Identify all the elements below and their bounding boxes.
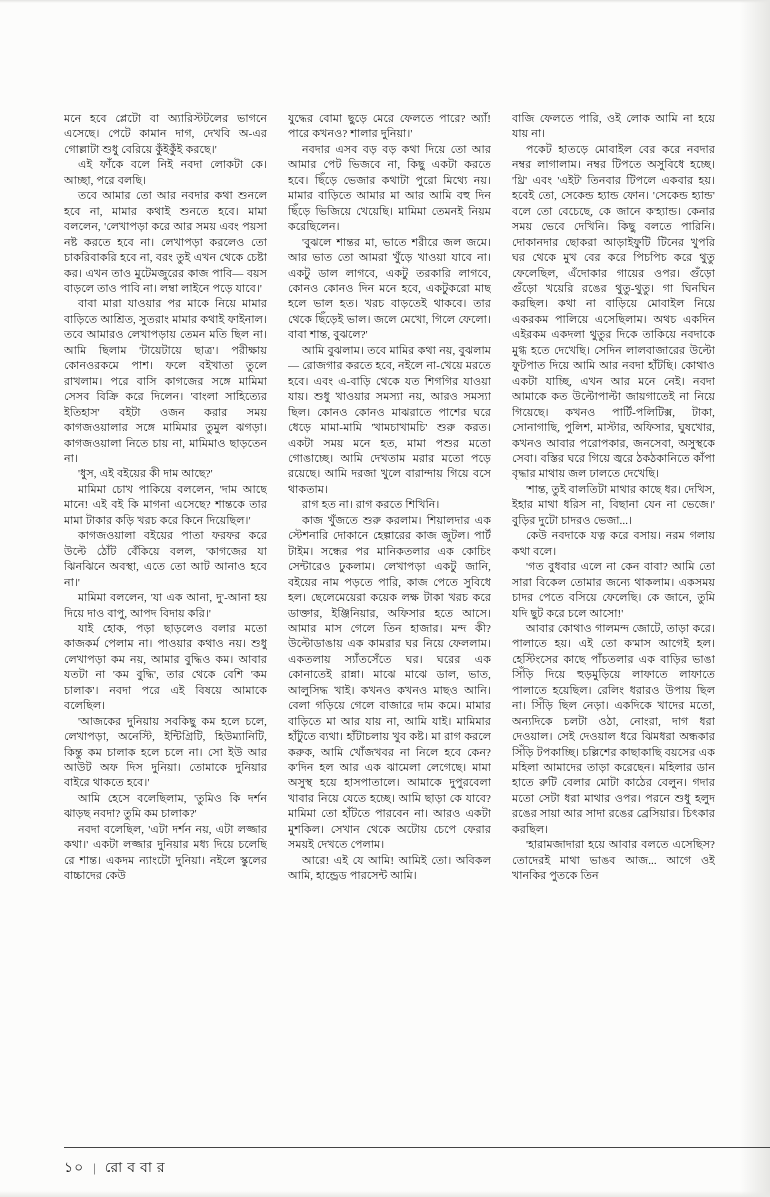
paragraph: বাবা মারা যাওয়ার পর মাকে নিয়ে মামার বাড়িতে আশ্রিত, সুতরাং মামার কথাই ফাইনাল। তবে আমারও লেখাপড়ায় তেমন মতি ছিল না। আমি ছিলাম 'টায়েটায়ে ছাত্র'। পরীক্ষায় কোনওরকমে পাশ। ফলে বইখাতা তুলে রাখলাম। পরে বাসি কাগজের সঙ্গে মামিমা সেসব বিক্রি করে দিলেন। 'বাংলা সাহিত্যের ইতিহাস' বইটা ওজন করার সময় কাগজওয়ালার সঙ্গে মামিমার তুমুল ঝগড়া। কাগজওয়ালা নিতে চায় না, মামিমাও ছাড়তেন না।: [64, 298, 267, 465]
paragraph: 'শান্ত, তুই বালতিটা মাথার কাছে ধর। দেখিস, ইহার মাথা ধরিস না, বিছানা যেন না ভেজে।' বুড়ির দুটো চাদরও ভেজা...।: [512, 483, 715, 527]
paragraph: কেউ নবদাকে যত্ন করে বসায়। নরম গলায় কথা বলে।: [512, 530, 715, 558]
paragraph: যাই হোক, পড়া ছাড়লেও বলার মতো কাজকর্ম পেলাম না। পাওয়ার কথাও নয়। শুধু লেখাপড়া কম নয়, আমার বুদ্ধিও কম। আবার যতটা না 'কম বুদ্ধি', তার থেকে বেশি 'কম চালাক'। নবদা পরে এই বিষয়ে আমাকে বলেছিল।: [64, 622, 267, 713]
footer-line: [64, 1156, 770, 1180]
paragraph: মামিমা চোখ পাকিয়ে বললেন, 'দাম আছে মানে! এই বই কি মাগনা এসেছে? শান্তকে তার মামা টাকার কড়ি খরচ করে কিনে দিয়েছিল।': [64, 483, 267, 527]
paragraph: 'ধুস, এই বইয়ের কী দাম আছে?': [78, 468, 213, 481]
paragraph: যুদ্ধের বোমা ছুড়ে মেরে ফেলতে পারে? অ্যাঁ! পারে কখনও? শালার দুনিয়া।': [288, 113, 491, 141]
paragraph: নবদার এসব বড় বড় কথা দিয়ে তো আর আমার পেট ভিজবে না, কিছু একটা করতে হবে। ছিঁড়ে ভেজার কথাটা পুরো মিথ্যে নয়। মামার বাড়িতে আমার মা আর আমি বহু দিন ছিঁড়ে ভিজিয়ে খেয়েছি। মামিমা তেমনই নিয়ম করেছিলেন।: [288, 143, 491, 234]
paragraph: মনে হবে প্লেটো বা অ্যারিস্টটলের ভাগনে এসেছে। পেটে কামান দাগ, দেখবি অ-এর গোল্লাটা শুধু বেরিয়ে কুঁইকুঁই করছে।': [64, 113, 267, 156]
paragraph: এই ফাঁকে বলে নিই নবদা লোকটা কে। আচ্ছা, পরে বলছি।: [64, 159, 267, 187]
footer-rule: [64, 1147, 770, 1148]
paragraph: আরে! এই যে আমি! আমিই তো। অবিকল আমি, হান্ড্রেড পারসেন্ট আমি।: [288, 854, 491, 883]
paragraph: আমি বুঝলাম। তবে মামির কথা নয়, বুঝলাম— রোজগার করতে হবে, নইলে না-খেয়ে মরতে হবে। এবং এ-বাড়ি থেকে যত শিগগির যাওয়া যায়। শুধু খাওয়ার সমস্যা নয়, আরও সমস্যা ছিল। কোনও কোনও মাঝরাতে পাশের ঘরে ধেড়ে মামা-মামি 'খামচাখামচি' শুরু করত। একটা সময় মনে হত, মামা পশুর মতো গোঙাচ্ছে। আমি দেখতাম মরার মতো পড়ে রয়েছে। আমি দরজা খুলে বারান্দায় গিয়ে বসে থাকতাম।: [288, 344, 491, 496]
paragraph: পকেট হাতড়ে মোবাইল বের করে নবদার নম্বর লাগালাম। নম্বর টিপতে অসুবিধে হচ্ছে। 'থ্রি' এবং 'এইট' তিনবার টিপলে একবার হয়। হবেই তো, সেকেন্ড হ্যান্ড ফোন। 'সেকেন্ড হ্যান্ড' বলে তো বেচেছে, কে জানে ক'হ্যান্ড। কেনার সময় ভেবে দেখিনি। কিছু বলতে পারিনি। দোকানদার ছোকরা আড়াইফুটি টিনের খুপরি ঘর থেকে মুখ বের করে পিচপিচ করে থুতু ফেলেছিল, এঁদোকার গায়ের ওপর। গুঁড়ো গুঁড়ো খয়েরি রঙের থুতু-থুতু। গা ঘিনঘিন করছিল। কথা না বাড়িয়ে মোবাইল নিয়ে একরকম পালিয়ে এসেছিলাম। অথচ একদিন এইরকম একদলা থুতুর দিকে তাকিয়ে নবদাকে মুগ্ধ হতে দেখেছি। সেদিন লালবাজারের উল্টো ফুটপাত দিয়ে আমি আর নবদা হাঁটছি। কোথাও একটা যাচ্ছি, এখন আর মনে নেই। নবদা আমাকে কত উল্টোপাল্টা জায়গাতেই না নিয়ে গিয়েছে। কখনও পার্টি-পলিটিক্স, টাকা, সোনাগাছি, পুলিশ, মাস্টার, অফিসার, ঘুষখোর, কখনও আবার পরোপকার, জনসেবা, অসুস্থকে সেবা। বস্তির ঘরে গিয়ে জ্বরে ঠকঠকানিতে কাঁপা বৃদ্ধার মাথায় জল ঢালতে দেখেছি।: [512, 143, 715, 481]
paragraph: কাগজওয়ালা বইয়ের পাতা ফরফর করে উল্টে ঠোঁট বেঁকিয়ে বলল, 'কাগজের যা ঝিনঝিনে অবস্থা, এতে তো আট আনাও হবে না।': [64, 530, 267, 589]
paragraph: বাজি ফেলতে পারি, ওই লোক আমি না হয়ে যায় না।: [512, 113, 715, 141]
page-top-edge: [0, 0, 770, 3]
page-bottom-edge: [0, 1191, 770, 1197]
paragraph: 'বুঝলে শান্তর মা, ভাতে শরীরে জল জমে। আর ভাত তো আমরা খুঁড়ে খাওয়া যাবে না। একটু ডাল লাগবে, একটু তরকারি লাগবে, কোনও কোনও দিন মনে হবে, একটুকরো মাছ হলে ভাল হত। খরচ বাড়তেই থাকবে। তার থেকে ছিঁড়েই ভাল। জলে মেখো, গিলে ফেলো। বাবা শান্ত, বুঝলে?': [288, 236, 491, 342]
paragraph: 'হারামজাদারা হয়ে আবার বলতে এসেছিস? তোদেরই মাথা ভাঙব আজ... আগে ওই খানকির পুতকে তিন: [512, 839, 715, 883]
paragraph: আমি হেসে বলেছিলাম, 'তুমিও কি দর্শন ঝাড়ছ নবদা? তুমি কম চালাক?': [64, 792, 267, 821]
text-column-3: [512, 112, 715, 1136]
text-column-1: [64, 112, 267, 1136]
text-columns: [64, 112, 716, 1136]
page-number: ১০: [64, 1161, 85, 1176]
paragraph: কাজ খুঁজতে শুরু করলাম। শিয়ালদার এক স্টেশনারি দোকানে হেল্পারের কাজ জুটল। পার্ট টাইম। সন্ধের পর মানিকতলার এক কোচিং সেন্টারেও ঢুকলাম। লেখাপড়া একটু জানি, বইয়ের নাম পড়তে পারি, কাজ পেতে সুবিধে হল। ছেলেমেয়েরা কয়েক লক্ষ টাকা খরচ করে ডাক্তার, ইঞ্জিনিয়ার, অফিসার হতে আসে। আমার মাস গেলে তিন হাজার। মন্দ কী? উল্টোডাঙায় এক কামরার ঘর নিয়ে ফেললাম। একতলায় স্যাঁতসেঁতে ঘর। ঘরের এক কোনাতেই রান্না। মাঝে মাঝে ডাল, ভাত, আলুসিদ্ধ খাই। কখনও কখনও মাছও আনি। বেলা গড়িয়ে গেলে বাজারে দাম কমে। মামার বাড়িতে মা আর যায় না, আমি যাই। মামিমার হাঁটুতে ব্যথা। হাঁটাচলায় খুব কষ্ট। মা রাগ করলে করুক, আমি খোঁজখবর না নিলে হবে কেন? ক'দিন হল আর এক ঝামেলা লেগেছে। মামা অসুস্থ হয়ে হাসপাতালে। আমাকে দুপুরবেলা খাবার নিয়ে যেতে হচ্ছে। আমি ছাড়া কে যাবে? মামিমা তো হাঁটতে পারবেন না। আরও একটা মুশকিল। সেখান থেকে অটোয় চেপে ফেরার সময়ই দেখতে পেলাম।: [288, 514, 491, 852]
paragraph: রাগ হত না। রাগ করতে শিখিনি।: [302, 499, 440, 512]
text-column-2: [288, 112, 491, 1136]
page-right-edge: [740, 0, 770, 1197]
footer-separator: |: [93, 1160, 96, 1175]
magazine-name: রোববার: [104, 1161, 170, 1176]
paragraph: তবে আমার তো আর নবদার কথা শুনলে হবে না, মামার কথাই শুনতে হবে। মামা বললেন, 'লেখাপড়া করে আর সময় এবং পয়সা নষ্ট করতে হবে না। লেখাপড়া করলেও তো চাকরিবাকরি হবে না, বরং তুই এখন থেকে চেষ্টা কর। এখন তাও মুটেমজুরের কাজ পাবি— বয়স বাড়লে তাও পাবি না। লম্বা লাইনে পড়ে যাবে।': [64, 190, 267, 295]
paragraph: আবার কোথাও গালমন্দ জোটে, তাড়া করে। পালাতে হয়। এই তো ক'মাস আগেই হল। হেস্টিংসের কাছে পাঁচতলার এক বাড়ির ভাঙা সিঁড়ি দিয়ে হুড়মুড়িয়ে লাফাতে লাফাতে পালাতে হয়েছিল। রেলিং ধরারও উপায় ছিল না। সিঁড়ি ছিল নেড়া। একদিকে খাদের মতো, অন্যদিকে চলটা ওঠা, নোংরা, দাগ ধরা দেওয়াল। সেই দেওয়াল ধরে ঝিমধরা অন্ধকার সিঁড়ি টপকাচ্ছি। চল্লিশের কাছাকাছি বয়সের এক মহিলা আমাদের তাড়া করেছেন। মহিলার ডান হাতে রুটি বেলার মোটা কাঠের বেলুন। গদার মতো সেটা ধরা মাথার ওপর। পরনে শুধু হলুদ রঙের সায়া আর সাদা রঙের ব্রেসিয়ার। চিৎকার করছিল।: [512, 622, 715, 836]
paragraph: নবদা বলেছিল, 'এটা দর্শন নয়, এটা লজ্জার কথা।' একটা লজ্জার দুনিয়ার মধ্য দিয়ে চলেছি রে শান্ত। একদম ন্যাংটো দুনিয়া। নইলে স্কুলের বাচ্চাদের কেউ: [64, 823, 267, 883]
paragraph: 'আজকের দুনিয়ায় সবকিছু কম হলে চলে, লেখাপড়া, অনেস্টি, ইন্টিগ্রিটি, হিউম্যানিটি, কিন্তু কম চালাক হলে চলে না। সো ইউ আর আউট অফ দিস দুনিয়া। তোমাকে দুনিয়ার বাইরে থাকতে হবে।': [64, 715, 267, 790]
paragraph: 'গত বুধবার এলে না কেন বাবা? আমি তো সারা বিকেল তোমার জন্যে থাকলাম। একসময় চাদর পেতে বসিয়ে ফেলেছি। কে জানে, তুমি যদি ছুট করে চলে আসো!': [512, 561, 715, 620]
page-footer: [64, 1147, 770, 1180]
paragraph: মামিমা বললেন, 'যা এক আনা, দু'-আনা হয় দিয়ে দাও বাপু, আপদ বিদায় করি।': [64, 592, 267, 620]
